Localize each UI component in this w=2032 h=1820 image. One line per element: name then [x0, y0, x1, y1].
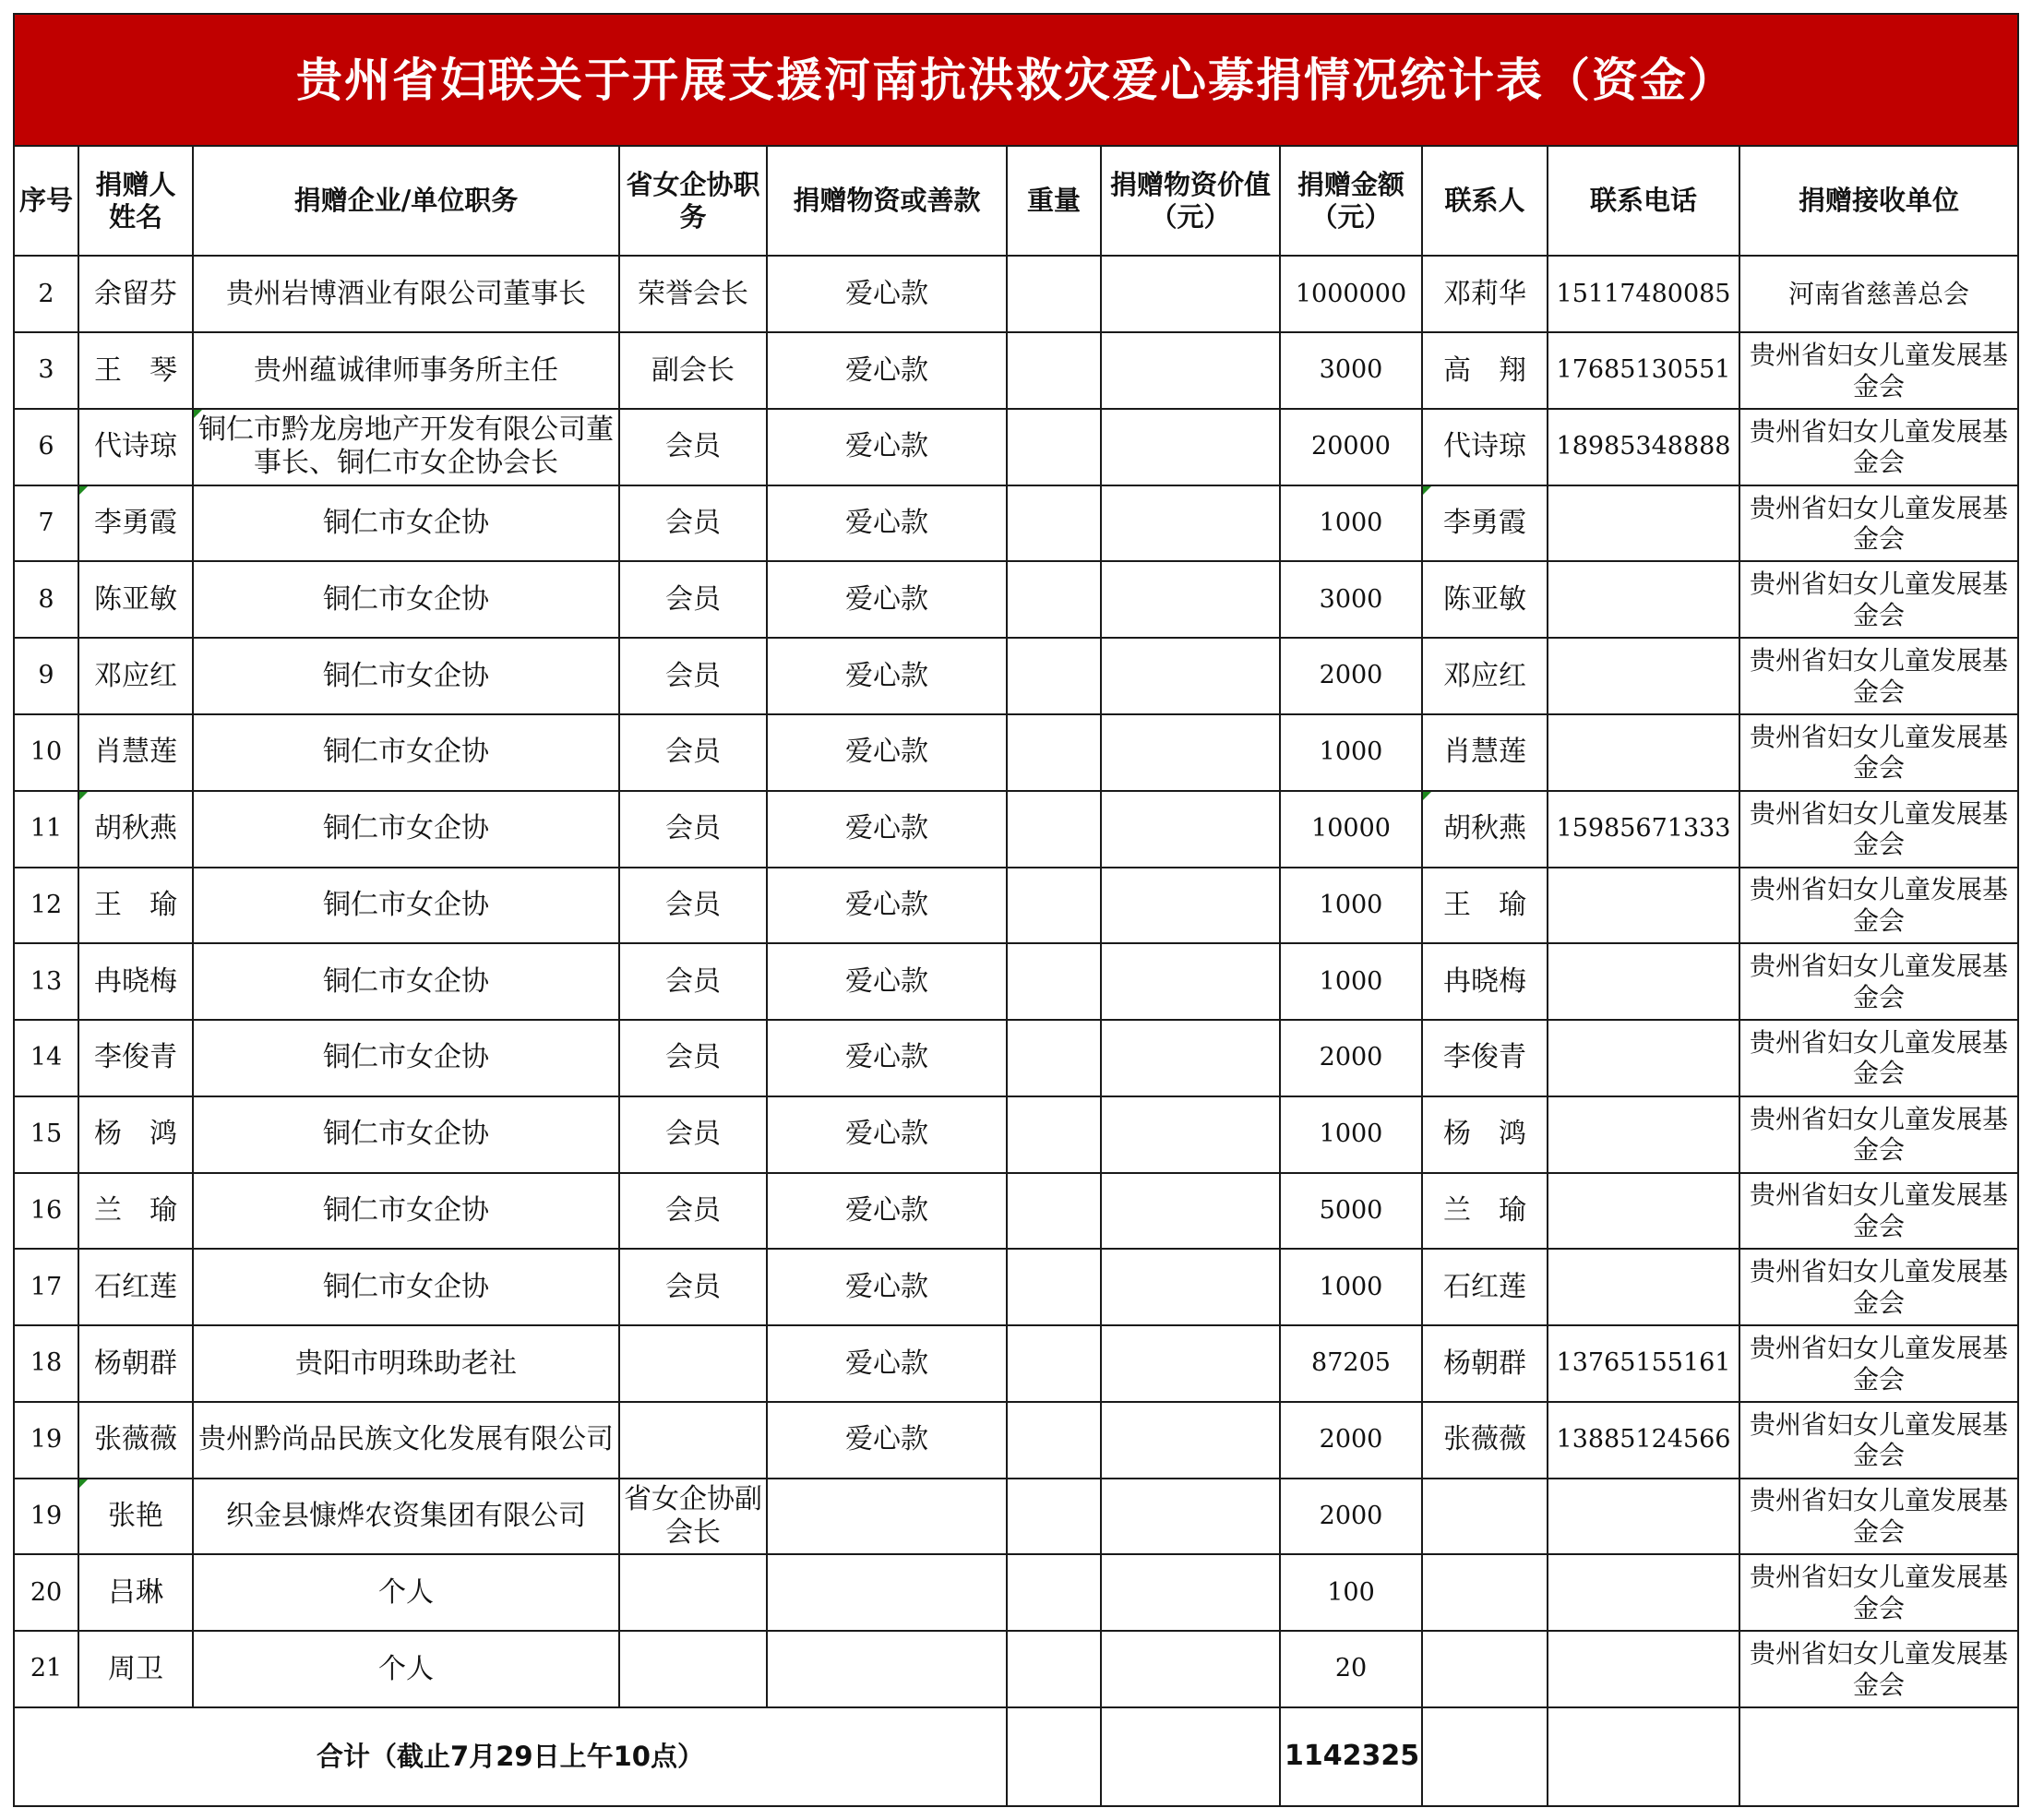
- col-header-donor: 捐赠人姓名: [78, 146, 193, 256]
- table-row: [14, 714, 2018, 791]
- phone-cell: 18985348888: [1548, 409, 1739, 485]
- goods-value-cell: [1101, 943, 1280, 1020]
- seq-cell: 6: [14, 409, 78, 485]
- phone-cell: [1548, 714, 1739, 791]
- seq-cell: 13: [14, 943, 78, 1020]
- table-row: [14, 1479, 2018, 1555]
- type-cell: 爱心款: [767, 1402, 1007, 1479]
- goods-value-cell: [1101, 868, 1280, 944]
- receiver-cell: 贵州省妇女儿童发展基金会: [1739, 1479, 2018, 1555]
- donor-cell: 胡秋燕: [78, 791, 193, 868]
- phone-cell: 13765155161: [1548, 1325, 1739, 1402]
- amount-cell: 2000: [1280, 1479, 1422, 1555]
- seq-cell: 20: [14, 1554, 78, 1631]
- weight-cell: [1007, 409, 1101, 485]
- receiver-cell: 贵州省妇女儿童发展基金会: [1739, 1554, 2018, 1631]
- receiver-cell: 贵州省妇女儿童发展基金会: [1739, 791, 2018, 868]
- table-row: [14, 332, 2018, 409]
- contact-cell: 冉晓梅: [1422, 943, 1548, 1020]
- donor-cell: 邓应红: [78, 638, 193, 714]
- org-cell: 贵州黔尚品民族文化发展有限公司: [193, 1402, 619, 1479]
- col-header-weight: 重量: [1007, 146, 1101, 256]
- phone-cell: [1548, 1479, 1739, 1555]
- weight-cell: [1007, 256, 1101, 332]
- contact-cell: 王 瑜: [1422, 868, 1548, 944]
- amount-cell: 2000: [1280, 1020, 1422, 1096]
- table-row: [14, 1096, 2018, 1173]
- amount-cell: 20: [1280, 1631, 1422, 1707]
- total-receiver-cell: [1739, 1707, 2018, 1806]
- sheet-title: 贵州省妇联关于开展支援河南抗洪救灾爱心募捐情况统计表（资金）: [14, 14, 2018, 146]
- goods-value-cell: [1101, 485, 1280, 562]
- weight-cell: [1007, 1554, 1101, 1631]
- assoc-role-cell: [619, 1325, 767, 1402]
- donor-cell: 张艳: [78, 1479, 193, 1555]
- org-cell: 贵阳市明珠助老社: [193, 1325, 619, 1402]
- org-cell: 铜仁市黔龙房地产开发有限公司董事长、铜仁市女企协会长: [193, 409, 619, 485]
- assoc-role-cell: 会员: [619, 1020, 767, 1096]
- assoc-role-cell: 荣誉会长: [619, 256, 767, 332]
- amount-cell: 1000: [1280, 1249, 1422, 1325]
- phone-cell: 17685130551: [1548, 332, 1739, 409]
- goods-value-cell: [1101, 1554, 1280, 1631]
- goods-value-cell: [1101, 409, 1280, 485]
- amount-cell: 100: [1280, 1554, 1422, 1631]
- goods-value-cell: [1101, 1325, 1280, 1402]
- table-row: [14, 409, 2018, 485]
- contact-cell: 邓应红: [1422, 638, 1548, 714]
- type-cell: 爱心款: [767, 256, 1007, 332]
- seq-cell: 17: [14, 1249, 78, 1325]
- phone-cell: [1548, 1020, 1739, 1096]
- table-row: [14, 1402, 2018, 1479]
- col-header-receiver: 捐赠接收单位: [1739, 146, 2018, 256]
- assoc-role-cell: 会员: [619, 868, 767, 944]
- org-cell: 铜仁市女企协: [193, 485, 619, 562]
- contact-cell: [1422, 1554, 1548, 1631]
- donor-cell: 李俊青: [78, 1020, 193, 1096]
- org-cell: 铜仁市女企协: [193, 561, 619, 638]
- receiver-cell: 贵州省妇女儿童发展基金会: [1739, 638, 2018, 714]
- assoc-role-cell: 会员: [619, 485, 767, 562]
- comment-indicator-icon: [79, 1479, 88, 1488]
- seq-cell: 10: [14, 714, 78, 791]
- receiver-cell: 贵州省妇女儿童发展基金会: [1739, 409, 2018, 485]
- receiver-cell: 贵州省妇女儿童发展基金会: [1739, 1020, 2018, 1096]
- contact-cell: 高 翔: [1422, 332, 1548, 409]
- goods-value-cell: [1101, 332, 1280, 409]
- table-row: [14, 943, 2018, 1020]
- total-weight-cell: [1007, 1707, 1101, 1806]
- assoc-role-cell: 会员: [619, 1173, 767, 1250]
- donor-cell: 王 琴: [78, 332, 193, 409]
- table-row: [14, 638, 2018, 714]
- donor-cell: 石红莲: [78, 1249, 193, 1325]
- amount-cell: 20000: [1280, 409, 1422, 485]
- goods-value-cell: [1101, 1631, 1280, 1707]
- contact-cell: 胡秋燕: [1422, 791, 1548, 868]
- type-cell: 爱心款: [767, 485, 1007, 562]
- assoc-role-cell: 省女企协副会长: [619, 1479, 767, 1555]
- goods-value-cell: [1101, 1479, 1280, 1555]
- weight-cell: [1007, 868, 1101, 944]
- amount-cell: 1000: [1280, 714, 1422, 791]
- goods-value-cell: [1101, 1096, 1280, 1173]
- total-label: 合计（截止7月29日上午10点）: [14, 1707, 1007, 1806]
- donor-cell: 兰 瑜: [78, 1173, 193, 1250]
- donor-cell: 肖慧莲: [78, 714, 193, 791]
- donor-cell: 周卫: [78, 1631, 193, 1707]
- contact-cell: 陈亚敏: [1422, 561, 1548, 638]
- contact-cell: 兰 瑜: [1422, 1173, 1548, 1250]
- phone-cell: [1548, 638, 1739, 714]
- phone-cell: [1548, 943, 1739, 1020]
- phone-cell: [1548, 1096, 1739, 1173]
- receiver-cell: 贵州省妇女儿童发展基金会: [1739, 1402, 2018, 1479]
- phone-cell: [1548, 868, 1739, 944]
- table-row: [14, 256, 2018, 332]
- amount-cell: 10000: [1280, 791, 1422, 868]
- type-cell: 爱心款: [767, 868, 1007, 944]
- col-header-assoc-role: 省女企协职务: [619, 146, 767, 256]
- table-row: [14, 868, 2018, 944]
- assoc-role-cell: 会员: [619, 409, 767, 485]
- receiver-cell: 贵州省妇女儿童发展基金会: [1739, 1325, 2018, 1402]
- table-row: [14, 1249, 2018, 1325]
- amount-cell: 87205: [1280, 1325, 1422, 1402]
- seq-cell: 3: [14, 332, 78, 409]
- total-value-cell: [1101, 1707, 1280, 1806]
- weight-cell: [1007, 638, 1101, 714]
- phone-cell: [1548, 1554, 1739, 1631]
- type-cell: 爱心款: [767, 1249, 1007, 1325]
- receiver-cell: 贵州省妇女儿童发展基金会: [1739, 561, 2018, 638]
- donor-cell: 余留芬: [78, 256, 193, 332]
- receiver-cell: 贵州省妇女儿童发展基金会: [1739, 1249, 2018, 1325]
- assoc-role-cell: 会员: [619, 1249, 767, 1325]
- weight-cell: [1007, 332, 1101, 409]
- assoc-role-cell: 会员: [619, 561, 767, 638]
- col-header-contact: 联系人: [1422, 146, 1548, 256]
- phone-cell: [1548, 1631, 1739, 1707]
- receiver-cell: 河南省慈善总会: [1739, 256, 2018, 332]
- type-cell: [767, 1631, 1007, 1707]
- table-row: [14, 1554, 2018, 1631]
- contact-cell: 邓莉华: [1422, 256, 1548, 332]
- phone-cell: 13885124566: [1548, 1402, 1739, 1479]
- phone-cell: 15985671333: [1548, 791, 1739, 868]
- col-header-seq: 序号: [14, 146, 78, 256]
- assoc-role-cell: [619, 1402, 767, 1479]
- org-cell: 个人: [193, 1554, 619, 1631]
- seq-cell: 14: [14, 1020, 78, 1096]
- donor-cell: 冉晓梅: [78, 943, 193, 1020]
- phone-cell: [1548, 561, 1739, 638]
- receiver-cell: 贵州省妇女儿童发展基金会: [1739, 485, 2018, 562]
- header-row: [14, 146, 2018, 256]
- amount-cell: 1000: [1280, 943, 1422, 1020]
- seq-cell: 21: [14, 1631, 78, 1707]
- col-header-org: 捐赠企业/单位职务: [193, 146, 619, 256]
- amount-cell: 1000000: [1280, 256, 1422, 332]
- phone-cell: [1548, 485, 1739, 562]
- amount-cell: 3000: [1280, 332, 1422, 409]
- seq-cell: 15: [14, 1096, 78, 1173]
- type-cell: 爱心款: [767, 714, 1007, 791]
- org-cell: 铜仁市女企协: [193, 638, 619, 714]
- contact-cell: 石红莲: [1422, 1249, 1548, 1325]
- weight-cell: [1007, 1020, 1101, 1096]
- seq-cell: 8: [14, 561, 78, 638]
- goods-value-cell: [1101, 561, 1280, 638]
- goods-value-cell: [1101, 638, 1280, 714]
- seq-cell: 2: [14, 256, 78, 332]
- receiver-cell: 贵州省妇女儿童发展基金会: [1739, 1631, 2018, 1707]
- org-cell: 铜仁市女企协: [193, 1249, 619, 1325]
- table-row: [14, 1173, 2018, 1250]
- type-cell: 爱心款: [767, 1173, 1007, 1250]
- contact-cell: [1422, 1479, 1548, 1555]
- seq-cell: 11: [14, 791, 78, 868]
- seq-cell: 19: [14, 1479, 78, 1555]
- type-cell: 爱心款: [767, 1020, 1007, 1096]
- weight-cell: [1007, 943, 1101, 1020]
- amount-cell: 2000: [1280, 1402, 1422, 1479]
- donor-cell: 杨 鸿: [78, 1096, 193, 1173]
- weight-cell: [1007, 1631, 1101, 1707]
- weight-cell: [1007, 1249, 1101, 1325]
- org-cell: 织金县慷烨农资集团有限公司: [193, 1479, 619, 1555]
- weight-cell: [1007, 791, 1101, 868]
- seq-cell: 12: [14, 868, 78, 944]
- amount-cell: 2000: [1280, 638, 1422, 714]
- total-row: [14, 1707, 2018, 1806]
- donor-cell: 陈亚敏: [78, 561, 193, 638]
- type-cell: 爱心款: [767, 332, 1007, 409]
- col-header-phone: 联系电话: [1548, 146, 1739, 256]
- amount-cell: 5000: [1280, 1173, 1422, 1250]
- assoc-role-cell: 会员: [619, 791, 767, 868]
- phone-cell: 15117480085: [1548, 256, 1739, 332]
- receiver-cell: 贵州省妇女儿童发展基金会: [1739, 868, 2018, 944]
- goods-value-cell: [1101, 1402, 1280, 1479]
- weight-cell: [1007, 1173, 1101, 1250]
- donor-cell: 吕琳: [78, 1554, 193, 1631]
- type-cell: 爱心款: [767, 561, 1007, 638]
- amount-cell: 1000: [1280, 485, 1422, 562]
- weight-cell: [1007, 714, 1101, 791]
- comment-indicator-icon: [79, 792, 88, 800]
- col-header-type: 捐赠物资或善款: [767, 146, 1007, 256]
- type-cell: 爱心款: [767, 943, 1007, 1020]
- receiver-cell: 贵州省妇女儿童发展基金会: [1739, 943, 2018, 1020]
- org-cell: 个人: [193, 1631, 619, 1707]
- goods-value-cell: [1101, 1173, 1280, 1250]
- org-cell: 铜仁市女企协: [193, 943, 619, 1020]
- receiver-cell: 贵州省妇女儿童发展基金会: [1739, 1096, 2018, 1173]
- type-cell: 爱心款: [767, 638, 1007, 714]
- comment-indicator-icon: [194, 410, 202, 418]
- total-phone-cell: [1548, 1707, 1739, 1806]
- receiver-cell: 贵州省妇女儿童发展基金会: [1739, 332, 2018, 409]
- weight-cell: [1007, 1325, 1101, 1402]
- contact-cell: 张薇薇: [1422, 1402, 1548, 1479]
- total-contact-cell: [1422, 1707, 1548, 1806]
- weight-cell: [1007, 485, 1101, 562]
- amount-cell: 1000: [1280, 868, 1422, 944]
- org-cell: 贵州岩博酒业有限公司董事长: [193, 256, 619, 332]
- table-row: [14, 1631, 2018, 1707]
- type-cell: 爱心款: [767, 791, 1007, 868]
- table-row: [14, 485, 2018, 562]
- goods-value-cell: [1101, 256, 1280, 332]
- table-row: [14, 791, 2018, 868]
- donor-cell: 李勇霞: [78, 485, 193, 562]
- contact-cell: 杨 鸿: [1422, 1096, 1548, 1173]
- org-cell: 铜仁市女企协: [193, 1096, 619, 1173]
- receiver-cell: 贵州省妇女儿童发展基金会: [1739, 714, 2018, 791]
- total-amount: 1142325: [1280, 1707, 1422, 1806]
- assoc-role-cell: 会员: [619, 1096, 767, 1173]
- org-cell: 铜仁市女企协: [193, 1020, 619, 1096]
- goods-value-cell: [1101, 791, 1280, 868]
- assoc-role-cell: [619, 1631, 767, 1707]
- seq-cell: 19: [14, 1402, 78, 1479]
- seq-cell: 7: [14, 485, 78, 562]
- comment-indicator-icon: [1423, 486, 1431, 495]
- seq-cell: 18: [14, 1325, 78, 1402]
- seq-cell: 9: [14, 638, 78, 714]
- contact-cell: 杨朝群: [1422, 1325, 1548, 1402]
- type-cell: 爱心款: [767, 1325, 1007, 1402]
- contact-cell: 代诗琼: [1422, 409, 1548, 485]
- donation-table: [13, 13, 2019, 1807]
- org-cell: 铜仁市女企协: [193, 1173, 619, 1250]
- assoc-role-cell: [619, 1554, 767, 1631]
- assoc-role-cell: 副会长: [619, 332, 767, 409]
- org-cell: 铜仁市女企协: [193, 791, 619, 868]
- weight-cell: [1007, 1096, 1101, 1173]
- col-header-amount: 捐赠金额（元）: [1280, 146, 1422, 256]
- weight-cell: [1007, 1479, 1101, 1555]
- donor-cell: 张薇薇: [78, 1402, 193, 1479]
- org-cell: 贵州蕴诚律师事务所主任: [193, 332, 619, 409]
- org-cell: 铜仁市女企协: [193, 714, 619, 791]
- type-cell: 爱心款: [767, 1096, 1007, 1173]
- comment-indicator-icon: [1423, 792, 1431, 800]
- goods-value-cell: [1101, 1249, 1280, 1325]
- contact-cell: 李俊青: [1422, 1020, 1548, 1096]
- contact-cell: [1422, 1631, 1548, 1707]
- weight-cell: [1007, 561, 1101, 638]
- goods-value-cell: [1101, 1020, 1280, 1096]
- assoc-role-cell: 会员: [619, 714, 767, 791]
- contact-cell: 肖慧莲: [1422, 714, 1548, 791]
- org-cell: 铜仁市女企协: [193, 868, 619, 944]
- phone-cell: [1548, 1173, 1739, 1250]
- donor-cell: 王 瑜: [78, 868, 193, 944]
- type-cell: 爱心款: [767, 409, 1007, 485]
- donor-cell: 代诗琼: [78, 409, 193, 485]
- amount-cell: 1000: [1280, 1096, 1422, 1173]
- assoc-role-cell: 会员: [619, 638, 767, 714]
- table-row: [14, 561, 2018, 638]
- comment-indicator-icon: [79, 486, 88, 495]
- col-header-goods-value: 捐赠物资价值（元）: [1101, 146, 1280, 256]
- phone-cell: [1548, 1249, 1739, 1325]
- table-row: [14, 1325, 2018, 1402]
- seq-cell: 16: [14, 1173, 78, 1250]
- contact-cell: 李勇霞: [1422, 485, 1548, 562]
- weight-cell: [1007, 1402, 1101, 1479]
- type-cell: [767, 1554, 1007, 1631]
- assoc-role-cell: 会员: [619, 943, 767, 1020]
- table-row: [14, 1020, 2018, 1096]
- receiver-cell: 贵州省妇女儿童发展基金会: [1739, 1173, 2018, 1250]
- type-cell: [767, 1479, 1007, 1555]
- goods-value-cell: [1101, 714, 1280, 791]
- amount-cell: 3000: [1280, 561, 1422, 638]
- donor-cell: 杨朝群: [78, 1325, 193, 1402]
